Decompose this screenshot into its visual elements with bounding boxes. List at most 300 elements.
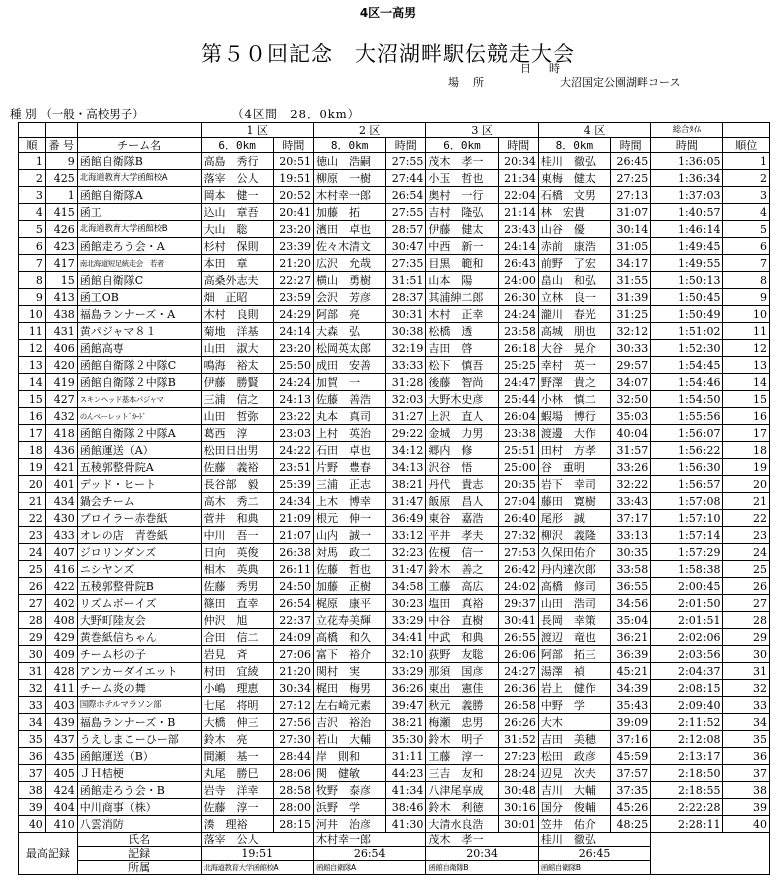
- leg-time-cell: 24:13: [273, 391, 313, 408]
- record-value: 木村幸一郎: [313, 833, 425, 847]
- team-cell: 函工OB: [77, 289, 201, 306]
- table-row: [19, 629, 770, 646]
- leg-time-cell: 41:30: [386, 816, 426, 833]
- runner-cell: 鈴木 亮: [201, 731, 273, 748]
- leg-time-cell: 27:56: [273, 714, 313, 731]
- leg-time-cell: 36:55: [611, 578, 651, 595]
- record-value: 函館自衛隊A: [313, 861, 425, 875]
- place-cell: 39: [723, 799, 770, 816]
- leg-time-cell: 26:06: [498, 646, 538, 663]
- total-time-cell: 1:56:07: [651, 425, 723, 442]
- leg-time-cell: 21:20: [273, 663, 313, 680]
- runner-cell: 柳原 一樹: [313, 170, 385, 187]
- bib-cell: 429: [45, 629, 77, 646]
- runner-cell: 東出 憲佳: [426, 680, 498, 697]
- table-row: [19, 204, 770, 221]
- leg-time-cell: 25:44: [498, 391, 538, 408]
- rank-cell: 13: [19, 357, 46, 374]
- team-cell: 函館走ろう会・B: [77, 782, 201, 799]
- leg-time-cell: 25:51: [498, 442, 538, 459]
- runner-cell: 長谷部 毅: [201, 476, 273, 493]
- leg-time-cell: 24:09: [273, 629, 313, 646]
- leg-time-cell: 20:51: [273, 153, 313, 170]
- leg-time-cell: 37:17: [611, 510, 651, 527]
- team-cell: スキンヘッド基本パジャマ: [77, 391, 201, 408]
- leg-time-cell: 30:23: [386, 595, 426, 612]
- rank-cell: 8: [19, 272, 46, 289]
- runner-cell: 藤田 寛樹: [538, 493, 610, 510]
- leg-time-cell: 31:52: [498, 731, 538, 748]
- place-cell: 20: [723, 476, 770, 493]
- leg-time-cell: 31:57: [611, 442, 651, 459]
- leg-time-cell: 20:41: [273, 204, 313, 221]
- runner-cell: 松田 政彦: [538, 748, 610, 765]
- team-cell: 福島ランナーズ・B: [77, 714, 201, 731]
- runner-cell: 大森 弘: [313, 323, 385, 340]
- leg-4-time-header: 時間: [611, 138, 651, 153]
- leg-time-cell: 32:12: [611, 323, 651, 340]
- record-value: 桂川 徹弘: [538, 833, 650, 847]
- runner-cell: 村田 宜綾: [201, 663, 273, 680]
- runner-cell: 左右崎元素: [313, 697, 385, 714]
- bib-cell: 413: [45, 289, 77, 306]
- leg-time-cell: 32:22: [611, 476, 651, 493]
- place-cell: 18: [723, 442, 770, 459]
- leg-time-cell: 27:35: [386, 255, 426, 272]
- runner-cell: 柳沢 義隆: [538, 527, 610, 544]
- leg-time-cell: 30:01: [498, 816, 538, 833]
- leg-time-cell: 33:13: [611, 527, 651, 544]
- place-cell: 3: [723, 187, 770, 204]
- place-cell: 27: [723, 595, 770, 612]
- leg-2-header: 2 区: [313, 123, 425, 138]
- leg-time-cell: 19:51: [273, 170, 313, 187]
- leg-time-cell: 35:04: [611, 612, 651, 629]
- place-cell: 31: [723, 663, 770, 680]
- category-label: 種 別 （一般・高校男子）: [10, 107, 144, 121]
- bib-cell: 439: [45, 714, 77, 731]
- header-blank: [723, 123, 770, 138]
- runner-cell: 岩見 斉: [201, 646, 273, 663]
- total-time-cell: 1:54:50: [651, 391, 723, 408]
- place-cell: 7: [723, 255, 770, 272]
- rank-cell: 37: [19, 765, 46, 782]
- team-cell: うえしまこーひー部: [77, 731, 201, 748]
- runner-cell: 林 宏貴: [538, 204, 610, 221]
- place-cell: 22: [723, 510, 770, 527]
- leg-time-cell: 33:58: [611, 561, 651, 578]
- leg-time-cell: 28:57: [386, 221, 426, 238]
- rank-cell: 19: [19, 459, 46, 476]
- record-value: 20:34: [426, 847, 538, 861]
- leg-time-cell: 27:23: [498, 748, 538, 765]
- leg-time-cell: 28:00: [273, 799, 313, 816]
- team-cell: チーム杉の子: [77, 646, 201, 663]
- runner-cell: 岩寺 洋幸: [201, 782, 273, 799]
- runner-cell: 関村 実: [313, 663, 385, 680]
- bib-cell: 423: [45, 238, 77, 255]
- leg-time-cell: 30:31: [386, 306, 426, 323]
- leg-time-cell: 31:07: [611, 204, 651, 221]
- table-row: [19, 289, 770, 306]
- rank-cell: 27: [19, 595, 46, 612]
- runner-cell: 大野木史彦: [426, 391, 498, 408]
- header-blank: [77, 123, 201, 138]
- runner-cell: 国分 俊輔: [538, 799, 610, 816]
- place-cell: 25: [723, 561, 770, 578]
- leg-time-cell: 24:22: [273, 442, 313, 459]
- runner-cell: 片野 豊春: [313, 459, 385, 476]
- leg-time-cell: 26:58: [498, 697, 538, 714]
- runner-cell: 佐藤 秀男: [201, 578, 273, 595]
- runner-cell: 吉村 隆弘: [426, 204, 498, 221]
- leg-time-cell: 26:55: [498, 629, 538, 646]
- team-cell: 函館自衛隊２中隊B: [77, 374, 201, 391]
- total-time-cell: 2:12:08: [651, 731, 723, 748]
- rank-cell: 35: [19, 731, 46, 748]
- leg-time-cell: 24:00: [498, 272, 538, 289]
- runner-cell: 前野 了宏: [538, 255, 610, 272]
- bib-cell: 408: [45, 612, 77, 629]
- runner-cell: 桂川 徹弘: [538, 153, 610, 170]
- leg-time-cell: 30:14: [611, 221, 651, 238]
- total-time-cell: 2:01:51: [651, 612, 723, 629]
- runner-cell: 鈴木 明子: [426, 731, 498, 748]
- runner-cell: 山谷 優: [538, 221, 610, 238]
- runner-cell: 大橋 伸三: [201, 714, 273, 731]
- runner-cell: 野澤 貴之: [538, 374, 610, 391]
- total-time-cell: 1:36:34: [651, 170, 723, 187]
- runner-cell: 小玉 哲也: [426, 170, 498, 187]
- leg-time-cell: 33:43: [611, 493, 651, 510]
- bib-cell: 416: [45, 561, 77, 578]
- venue-value: 大沼国定公園湖畔コース: [560, 76, 681, 89]
- team-cell: 函館運送（A）: [77, 442, 201, 459]
- runner-cell: 高木 秀二: [201, 493, 273, 510]
- runner-cell: 目黒 範和: [426, 255, 498, 272]
- bib-cell: 1: [45, 187, 77, 204]
- place-cell: 40: [723, 816, 770, 833]
- leg-time-cell: 26:36: [498, 680, 538, 697]
- leg-time-cell: 26:40: [498, 510, 538, 527]
- rank-cell: 23: [19, 527, 46, 544]
- leg-time-cell: 26:54: [386, 187, 426, 204]
- leg-4-header: 4 区: [538, 123, 650, 138]
- leg-time-cell: 29:37: [498, 595, 538, 612]
- total-time-cell: 1:56:22: [651, 442, 723, 459]
- leg-time-cell: 26:11: [273, 561, 313, 578]
- leg-time-cell: 34:56: [611, 595, 651, 612]
- team-cell: デッド・ヒート: [77, 476, 201, 493]
- bib-cell: 403: [45, 697, 77, 714]
- team-cell: 函館自衛隊２中隊C: [77, 357, 201, 374]
- team-cell: 北海道教育大学函館校A: [77, 170, 201, 187]
- rank-cell: 3: [19, 187, 46, 204]
- bib-cell: 417: [45, 255, 77, 272]
- runner-cell: 尾形 誠: [538, 510, 610, 527]
- header-blank: [45, 123, 77, 138]
- runner-cell: 仲沢 旭: [201, 612, 273, 629]
- table-row: [19, 255, 770, 272]
- place-cell: 16: [723, 408, 770, 425]
- table-row: [19, 221, 770, 238]
- rank-cell: 30: [19, 646, 46, 663]
- leg-time-cell: 24:14: [273, 323, 313, 340]
- leg-time-cell: 23:51: [273, 459, 313, 476]
- leg-time-cell: 34:41: [386, 629, 426, 646]
- sections-distance: （4区間 28．0km）: [232, 107, 361, 121]
- rank-cell: 20: [19, 476, 46, 493]
- runner-cell: 吉田 美穂: [538, 731, 610, 748]
- leg-1-time-header: 時間: [273, 138, 313, 153]
- runner-cell: 落宰 公人: [201, 170, 273, 187]
- bib-cell: 430: [45, 510, 77, 527]
- bib-cell: 434: [45, 493, 77, 510]
- header-blank: [19, 123, 46, 138]
- place-cell: 17: [723, 425, 770, 442]
- leg-time-cell: 34:39: [611, 680, 651, 697]
- leg-time-cell: 28:44: [273, 748, 313, 765]
- leg-time-cell: 36:39: [611, 646, 651, 663]
- runner-cell: 中西 新一: [426, 238, 498, 255]
- runner-cell: 山本 陽: [426, 272, 498, 289]
- runner-cell: 中川 吾一: [201, 527, 273, 544]
- runner-cell: 東梅 健太: [538, 170, 610, 187]
- runner-cell: 大谷 晃介: [538, 340, 610, 357]
- leg-time-cell: 26:26: [498, 714, 538, 731]
- leg-2-time-header: 時間: [386, 138, 426, 153]
- total-time-cell: 1:49:55: [651, 255, 723, 272]
- runner-cell: 東谷 嘉浩: [426, 510, 498, 527]
- place-cell: 1: [723, 153, 770, 170]
- leg-time-cell: 24:47: [498, 374, 538, 391]
- team-cell: チーム炎の舞: [77, 680, 201, 697]
- total-time-header: 時間: [651, 138, 723, 153]
- runner-cell: 七尾 将明: [201, 697, 273, 714]
- leg-time-cell: 21:07: [273, 527, 313, 544]
- team-cell: ジロリンダンズ: [77, 544, 201, 561]
- leg-time-cell: 31:27: [386, 408, 426, 425]
- bib-cell: 405: [45, 765, 77, 782]
- leg-time-cell: 31:47: [386, 561, 426, 578]
- leg-time-cell: 23:20: [273, 221, 313, 238]
- runner-cell: 濱田 卓也: [313, 221, 385, 238]
- total-time-cell: 1:54:45: [651, 357, 723, 374]
- leg-time-cell: 26:18: [498, 340, 538, 357]
- runner-cell: 高桑外志夫: [201, 272, 273, 289]
- rank-cell: 15: [19, 391, 46, 408]
- runner-cell: 奥村 一行: [426, 187, 498, 204]
- leg-time-cell: 36:49: [386, 510, 426, 527]
- leg-time-cell: 29:57: [611, 357, 651, 374]
- bib-cell: 411: [45, 680, 77, 697]
- leg-time-cell: 31:25: [611, 306, 651, 323]
- leg-time-cell: 23:39: [273, 238, 313, 255]
- runner-cell: 丸尾 勝巳: [201, 765, 273, 782]
- leg-time-cell: 32:10: [386, 646, 426, 663]
- place-cell: 21: [723, 493, 770, 510]
- runner-cell: 木村 正幸: [426, 306, 498, 323]
- runner-cell: 佐藤 善浩: [313, 391, 385, 408]
- runner-cell: 三吉 友和: [426, 765, 498, 782]
- table-row: [19, 425, 770, 442]
- runner-cell: 中武 和典: [426, 629, 498, 646]
- results-table: [18, 122, 770, 875]
- runner-cell: 菊地 洋基: [201, 323, 273, 340]
- runner-cell: 岩下 幸司: [538, 476, 610, 493]
- table-row: [19, 714, 770, 731]
- total-time-cell: 1:50:45: [651, 289, 723, 306]
- bib-cell: 407: [45, 544, 77, 561]
- total-time-cell: 2:11:52: [651, 714, 723, 731]
- total-time-cell: 2:28:11: [651, 816, 723, 833]
- leg-time-cell: 30:16: [498, 799, 538, 816]
- rank-cell: 12: [19, 340, 46, 357]
- leg-time-cell: 24:24: [273, 374, 313, 391]
- leg-time-cell: 21:20: [273, 255, 313, 272]
- leg-time-cell: 31:11: [386, 748, 426, 765]
- runner-cell: 伊藤 勝賢: [201, 374, 273, 391]
- leg-time-cell: 29:22: [386, 425, 426, 442]
- runner-cell: 飯原 昌人: [426, 493, 498, 510]
- place-cell: 9: [723, 289, 770, 306]
- leg-time-cell: 24:34: [273, 493, 313, 510]
- record-field-label: 記録: [77, 847, 201, 861]
- leg-1-header: 1 区: [201, 123, 313, 138]
- runner-cell: 湊 理裕: [201, 816, 273, 833]
- runner-cell: 吉川 大輔: [538, 782, 610, 799]
- team-cell: 八雲消防: [77, 816, 201, 833]
- place-cell: 2: [723, 170, 770, 187]
- bib-cell: 409: [45, 646, 77, 663]
- leg-time-cell: 30:34: [273, 680, 313, 697]
- leg-time-cell: 34:13: [386, 459, 426, 476]
- place-cell: 19: [723, 459, 770, 476]
- runner-cell: 沢谷 悟: [426, 459, 498, 476]
- team-cell: 函館自衛隊C: [77, 272, 201, 289]
- table-row: [19, 799, 770, 816]
- rank-cell: 17: [19, 425, 46, 442]
- runner-cell: 高橋 修司: [538, 578, 610, 595]
- runner-cell: 上沢 直人: [426, 408, 498, 425]
- runner-cell: 吉沢 裕治: [313, 714, 385, 731]
- leg-time-cell: 30:38: [386, 323, 426, 340]
- rank-cell: 16: [19, 408, 46, 425]
- leg-time-cell: 23:43: [498, 221, 538, 238]
- record-value: 19:51: [201, 847, 313, 861]
- runner-cell: 加藤 正樹: [313, 578, 385, 595]
- team-header: チーム名: [77, 138, 201, 153]
- leg-time-cell: 21:09: [273, 510, 313, 527]
- team-cell: 函館運送（B）: [77, 748, 201, 765]
- place-cell: 23: [723, 527, 770, 544]
- total-time-cell: 1:58:38: [651, 561, 723, 578]
- runner-cell: 徳山 浩嗣: [313, 153, 385, 170]
- runner-cell: 合田 信二: [201, 629, 273, 646]
- runner-cell: 湯澤 禎: [538, 663, 610, 680]
- total-header: 総合ﾀｲﾑ: [651, 123, 723, 138]
- team-cell: 五稜郭整骨院A: [77, 459, 201, 476]
- runner-cell: 浜野 学: [313, 799, 385, 816]
- leg-time-cell: 28:58: [273, 782, 313, 799]
- leg-time-cell: 25:25: [498, 357, 538, 374]
- team-cell: 南北海道短足統走会 若者: [77, 255, 201, 272]
- total-time-cell: 2:02:06: [651, 629, 723, 646]
- leg-time-cell: 21:14: [498, 204, 538, 221]
- bib-cell: 426: [45, 221, 77, 238]
- team-cell: ブロイラー赤巻紙: [77, 510, 201, 527]
- place-cell: 35: [723, 731, 770, 748]
- leg-time-cell: 34:07: [611, 374, 651, 391]
- leg-time-cell: 36:26: [386, 680, 426, 697]
- leg-time-cell: 45:59: [611, 748, 651, 765]
- leg-time-cell: 23:03: [273, 425, 313, 442]
- runner-cell: 加藤 拓: [313, 204, 385, 221]
- leg-time-cell: 27:04: [498, 493, 538, 510]
- total-time-cell: 2:00:45: [651, 578, 723, 595]
- runner-cell: 幸村 英一: [538, 357, 610, 374]
- leg-time-cell: 23:20: [273, 340, 313, 357]
- rank-cell: 32: [19, 680, 46, 697]
- record-label: 最高記録: [19, 833, 78, 875]
- runner-cell: 高橋 和久: [313, 629, 385, 646]
- rank-cell: 21: [19, 493, 46, 510]
- leg-time-cell: 38:21: [386, 476, 426, 493]
- place-cell: 24: [723, 544, 770, 561]
- record-value: 落宰 公人: [201, 833, 313, 847]
- bib-cell: 404: [45, 799, 77, 816]
- rank-cell: 6: [19, 238, 46, 255]
- leg-time-cell: 38:21: [386, 714, 426, 731]
- leg-time-cell: 30:41: [498, 612, 538, 629]
- runner-cell: 丹代 貴志: [426, 476, 498, 493]
- runner-cell: 田村 方孝: [538, 442, 610, 459]
- table-row: [19, 816, 770, 833]
- runner-cell: 山田 哲弥: [201, 408, 273, 425]
- runner-cell: 横山 勇樹: [313, 272, 385, 289]
- place-cell: 8: [723, 272, 770, 289]
- runner-cell: 富下 裕介: [313, 646, 385, 663]
- rank-cell: 18: [19, 442, 46, 459]
- leg-time-cell: 37:16: [611, 731, 651, 748]
- leg-time-cell: 33:33: [386, 357, 426, 374]
- place-cell: 29: [723, 629, 770, 646]
- rank-cell: 2: [19, 170, 46, 187]
- leg-4-distance: 8．0km: [538, 138, 610, 153]
- total-time-cell: 2:22:28: [651, 799, 723, 816]
- table-row: [19, 442, 770, 459]
- table-row: [19, 697, 770, 714]
- runner-cell: 松橋 透: [426, 323, 498, 340]
- runner-cell: 三浦 信之: [201, 391, 273, 408]
- leg-time-cell: 27:53: [498, 544, 538, 561]
- leg-time-cell: 37:57: [611, 765, 651, 782]
- runner-cell: 茂木 孝一: [426, 153, 498, 170]
- leg-time-cell: 27:55: [386, 153, 426, 170]
- leg-time-cell: 27:44: [386, 170, 426, 187]
- runner-cell: 河井 治彦: [313, 816, 385, 833]
- leg-3-header: 3 区: [426, 123, 538, 138]
- team-cell: 黄パジャマ８１: [77, 323, 201, 340]
- bib-cell: 438: [45, 306, 77, 323]
- leg-time-cell: 26:43: [498, 255, 538, 272]
- total-time-cell: 1:57:29: [651, 544, 723, 561]
- runner-cell: 対馬 政二: [313, 544, 385, 561]
- team-cell: 函館高専: [77, 340, 201, 357]
- runner-cell: 込山 章吾: [201, 204, 273, 221]
- runner-cell: 佐榎 信一: [426, 544, 498, 561]
- leg-time-cell: 26:45: [611, 153, 651, 170]
